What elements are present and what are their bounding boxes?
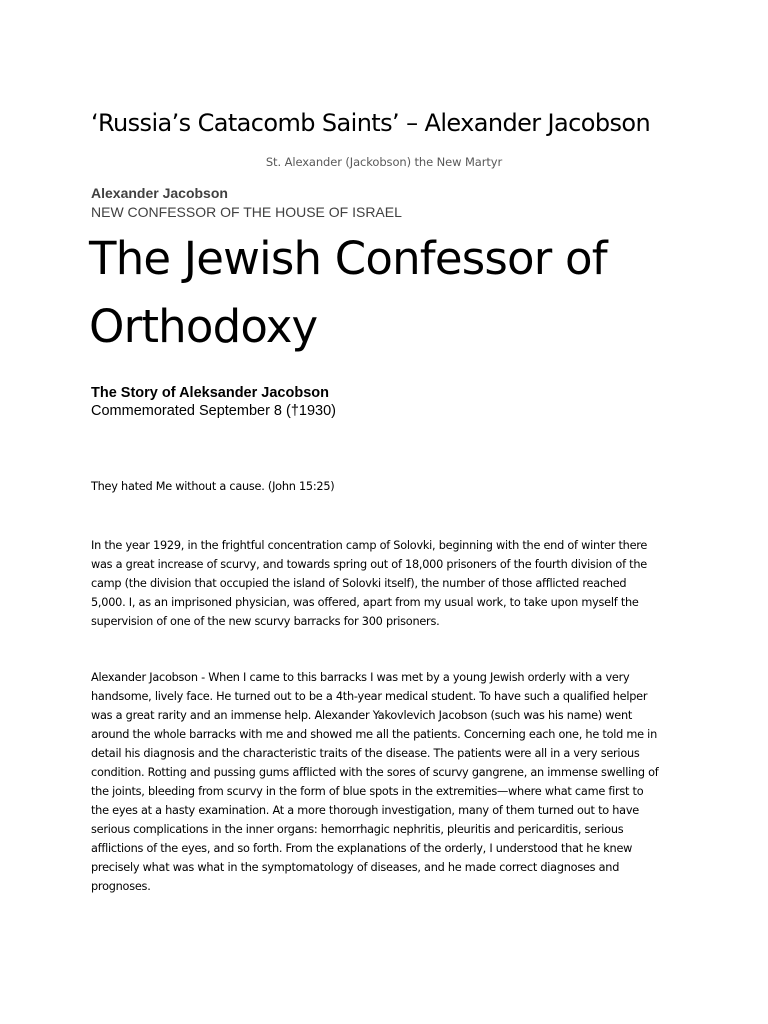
paragraph-line: supervision of one of the new scurvy barracks for 300 prisoners.: [91, 615, 440, 628]
paragraph-line: prognoses.: [91, 880, 151, 893]
paragraph-line: Alexander Jacobson - When I came to this barracks I was met by a young Jewish orderly with a very: [91, 671, 630, 684]
paragraph-line: serious complications in the inner organs: hemorrhagic nephritis, pleuritis and pericarditis, serious: [91, 823, 624, 836]
paragraph-line: In the year 1929, in the frightful concentration camp of Solovki, beginning with the end of winter there: [91, 539, 648, 552]
epigraph-quote: They hated Me without a cause. (John 15:25): [91, 480, 335, 493]
paragraph-line: detail his diagnosis and the characteristic traits of the disease. The patients were all in a very serious: [91, 747, 640, 760]
article-title: [89, 225, 749, 361]
author-name: Alexander Jacobson: [91, 185, 228, 201]
paragraph-line: camp (the division that occupied the island of Solovki itself), the number of those afflicted reached: [91, 577, 627, 590]
paragraph-line: condition. Rotting and pussing gums afflicted with the sores of scurvy gangrene, an immense swelling of: [91, 766, 659, 779]
paragraph-line: was a great increase of scurvy, and towards spring out of 18,000 prisoners of the fourth division of the: [91, 558, 647, 571]
paragraph-line: handsome, lively face. He turned out to be a 4th-year medical student. To have such a qualified helper: [91, 690, 648, 703]
article-title-line: The Jewish Confessor of: [89, 232, 607, 285]
paragraph-line: was a great rarity and an immense help. Alexander Yakovlevich Jacobson (such was his name) went: [91, 709, 633, 722]
paragraph-line: precisely what was what in the symptomatology of diseases, and he made correct diagnoses and: [91, 861, 620, 874]
paragraph-line: 5,000. I, as an imprisoned physician, was offered, apart from my usual work, to take upon myself the: [91, 596, 639, 609]
paragraph-line: the joints, bleeding from scurvy in the form of blue spots in the extremities—where what came first to: [91, 785, 644, 798]
paragraph-line: the eyes at a hasty examination. At a more thorough investigation, many of them turned out to have: [91, 804, 639, 817]
paragraph-line: afflictions of the eyes, and so forth. From the explanations of the orderly, I understood that he knew: [91, 842, 633, 855]
document-title: ‘Russia’s Catacomb Saints’ – Alexander Jacobson: [91, 109, 651, 137]
commemoration-date: Commemorated September 8 (†1930): [91, 403, 337, 419]
body-paragraph: [91, 536, 691, 631]
story-title: The Story of Aleksander Jacobson: [91, 385, 329, 401]
body-paragraph: [91, 668, 691, 896]
article-title-line: Orthodoxy: [89, 300, 318, 353]
paragraph-line: around the whole barracks with me and showed me all the patients. Concerning each one, he told me in: [91, 728, 657, 741]
author-subtitle: NEW CONFESSOR OF THE HOUSE OF ISRAEL: [91, 204, 402, 220]
image-caption: St. Alexander (Jackobson) the New Martyr: [265, 155, 503, 169]
